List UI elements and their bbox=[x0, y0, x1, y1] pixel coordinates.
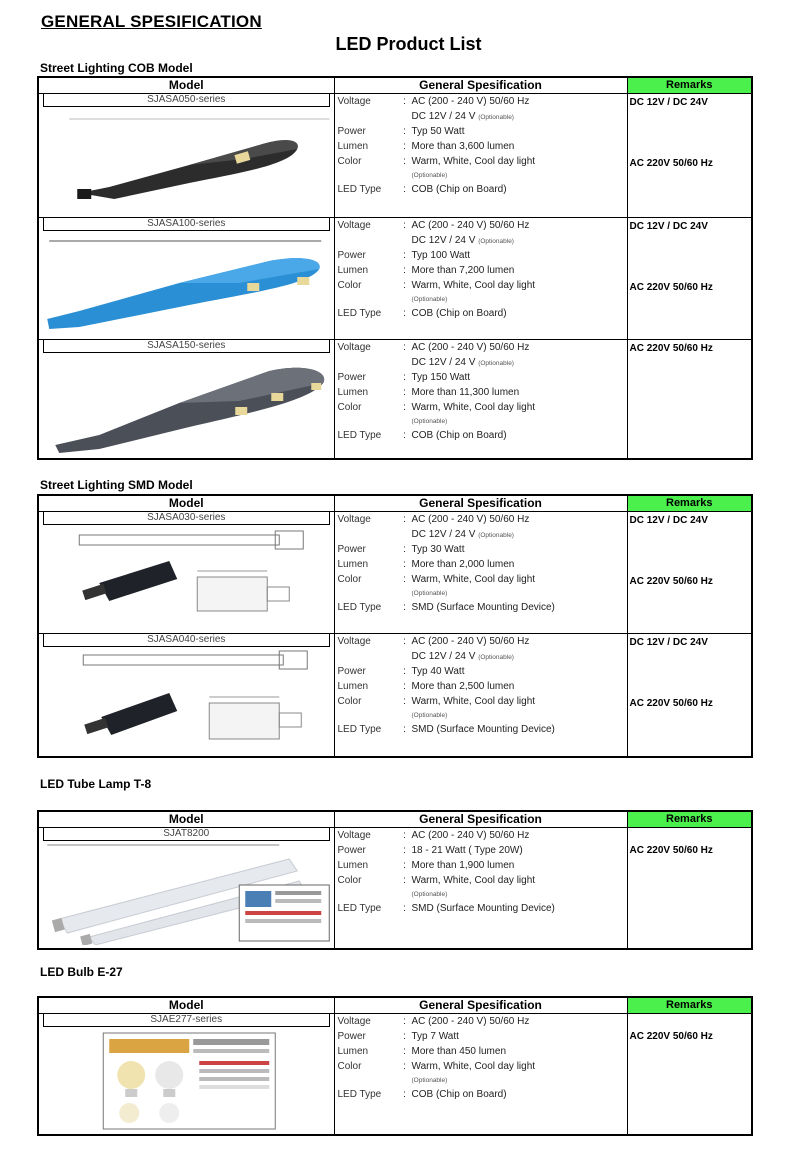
model-cell bbox=[38, 93, 334, 217]
spec-header: General Spesification bbox=[334, 997, 627, 1013]
remark-text: DC 12V / DC 24V bbox=[629, 220, 708, 232]
spec-voltage: AC (200 - 240 V) 50/60 Hz bbox=[411, 95, 530, 107]
spec-note: (Optionable) bbox=[411, 589, 448, 597]
spec-label: Power bbox=[337, 249, 366, 261]
spec-lumen: More than 3,600 lumen bbox=[411, 140, 515, 152]
model-name: SJASA030-series bbox=[43, 512, 330, 525]
model-cell bbox=[38, 1013, 334, 1135]
remark-text: AC 220V 50/60 Hz bbox=[629, 342, 713, 354]
spec-label: Lumen bbox=[337, 140, 369, 152]
spec-label: LED Type bbox=[337, 183, 382, 195]
spec-sep: : bbox=[403, 513, 406, 525]
spec-note: (Optionable) bbox=[411, 1076, 448, 1084]
model-cell bbox=[38, 511, 334, 633]
remark-text: DC 12V / DC 24V bbox=[629, 514, 708, 526]
remarks-header: Remarks bbox=[627, 811, 752, 827]
model-header: Model bbox=[38, 495, 334, 511]
spec-sep: : bbox=[403, 249, 406, 261]
remarks-cell bbox=[627, 633, 752, 757]
spec-cell bbox=[334, 217, 627, 339]
model-header: Model bbox=[38, 997, 334, 1013]
spec-sep: : bbox=[403, 140, 406, 152]
smd-light-image bbox=[39, 647, 334, 753]
smd-light-image bbox=[39, 525, 334, 629]
document-title: GENERAL SPESIFICATION bbox=[41, 12, 262, 31]
table-row bbox=[38, 511, 752, 633]
spec-note: (Optionable) bbox=[478, 113, 514, 121]
spec-power: Typ 100 Watt bbox=[411, 249, 471, 261]
street-light-image bbox=[39, 107, 334, 207]
spec-dc: DC 12V / 24 V bbox=[411, 110, 476, 122]
remark-text: AC 220V 50/60 Hz bbox=[629, 697, 713, 709]
spec-label: LED Type bbox=[337, 902, 382, 914]
spec-voltage: AC (200 - 240 V) 50/60 Hz bbox=[411, 513, 530, 525]
spec-sep: : bbox=[403, 371, 406, 383]
table-row bbox=[38, 339, 752, 459]
spec-sep: : bbox=[403, 401, 406, 413]
spec-sep: : bbox=[403, 264, 406, 276]
model-cell bbox=[38, 827, 334, 949]
spec-sep: : bbox=[403, 341, 406, 353]
spec-label: Voltage bbox=[337, 635, 371, 647]
spec-cell bbox=[334, 1013, 627, 1135]
spec-label: Lumen bbox=[337, 558, 369, 570]
spec-dc: DC 12V / 24 V bbox=[411, 650, 476, 662]
spec-note: (Optionable) bbox=[411, 711, 448, 719]
section-title-bulb: LED Bulb E-27 bbox=[40, 965, 123, 979]
remark-text: AC 220V 50/60 Hz bbox=[629, 844, 713, 856]
model-name: SJASA150-series bbox=[43, 340, 330, 353]
spec-label: Voltage bbox=[337, 829, 371, 841]
spec-sep: : bbox=[403, 601, 406, 613]
spec-label: Power bbox=[337, 1030, 366, 1042]
spec-lumen: More than 1,900 lumen bbox=[411, 859, 515, 871]
spec-lumen: More than 7,200 lumen bbox=[411, 264, 515, 276]
spec-led-type: COB (Chip on Board) bbox=[411, 429, 507, 441]
spec-sep: : bbox=[403, 558, 406, 570]
remarks-header: Remarks bbox=[627, 77, 752, 93]
model-cell bbox=[38, 217, 334, 339]
model-cell bbox=[38, 633, 334, 757]
spec-label: Lumen bbox=[337, 859, 369, 871]
cob-table bbox=[37, 76, 753, 460]
spec-cell bbox=[334, 511, 627, 633]
spec-sep: : bbox=[403, 859, 406, 871]
table-row bbox=[38, 93, 752, 217]
spec-sep: : bbox=[403, 95, 406, 107]
spec-voltage: AC (200 - 240 V) 50/60 Hz bbox=[411, 341, 530, 353]
spec-power: 18 - 21 Watt ( Type 20W) bbox=[411, 844, 523, 856]
spec-note: (Optionable) bbox=[411, 171, 448, 179]
spec-label: Voltage bbox=[337, 513, 371, 525]
spec-color: Warm, White, Cool day light bbox=[411, 874, 536, 886]
spec-label: LED Type bbox=[337, 1088, 382, 1100]
remarks-cell bbox=[627, 93, 752, 217]
remarks-header: Remarks bbox=[627, 997, 752, 1013]
spec-cell bbox=[334, 339, 627, 459]
spec-label: Voltage bbox=[337, 341, 371, 353]
remarks-cell bbox=[627, 827, 752, 949]
spec-label: LED Type bbox=[337, 601, 382, 613]
spec-power: Typ 150 Watt bbox=[411, 371, 471, 383]
table-row bbox=[38, 827, 752, 949]
tube-table bbox=[37, 810, 753, 950]
spec-led-type: COB (Chip on Board) bbox=[411, 183, 507, 195]
spec-label: Color bbox=[337, 155, 362, 167]
spec-header: General Spesification bbox=[334, 495, 627, 511]
spec-color: Warm, White, Cool day light bbox=[411, 401, 536, 413]
model-name: SJAE277-series bbox=[43, 1014, 330, 1027]
table-row bbox=[38, 1013, 752, 1135]
section-title-cob: Street Lighting COB Model bbox=[40, 61, 193, 75]
spec-label: Color bbox=[337, 695, 362, 707]
spec-lumen: More than 11,300 lumen bbox=[411, 386, 520, 398]
tube-lamp-image bbox=[39, 841, 334, 945]
spec-label: Lumen bbox=[337, 386, 369, 398]
spec-color: Warm, White, Cool day light bbox=[411, 279, 536, 291]
spec-led-type: SMD (Surface Mounting Device) bbox=[411, 902, 555, 914]
spec-label: Power bbox=[337, 543, 366, 555]
spec-sep: : bbox=[403, 1088, 406, 1100]
spec-sep: : bbox=[403, 386, 406, 398]
spec-voltage: AC (200 - 240 V) 50/60 Hz bbox=[411, 1015, 530, 1027]
spec-note: (Optionable) bbox=[478, 531, 514, 539]
model-name: SJASA100-series bbox=[43, 218, 330, 231]
table-row bbox=[38, 633, 752, 757]
spec-label: Power bbox=[337, 844, 366, 856]
bulb-image bbox=[39, 1027, 334, 1131]
spec-label: LED Type bbox=[337, 307, 382, 319]
spec-label: Power bbox=[337, 665, 366, 677]
spec-sep: : bbox=[403, 307, 406, 319]
spec-sep: : bbox=[403, 429, 406, 441]
spec-color: Warm, White, Cool day light bbox=[411, 695, 536, 707]
spec-color: Warm, White, Cool day light bbox=[411, 573, 536, 585]
model-name: SJAT8200 bbox=[43, 828, 330, 841]
spec-label: Color bbox=[337, 401, 362, 413]
spec-sep: : bbox=[403, 279, 406, 291]
list-title: LED Product List bbox=[335, 34, 482, 54]
spec-note: (Optionable) bbox=[411, 295, 448, 303]
spec-lumen: More than 450 lumen bbox=[411, 1045, 507, 1057]
spec-cell bbox=[334, 827, 627, 949]
spec-sep: : bbox=[403, 723, 406, 735]
spec-sep: : bbox=[403, 829, 406, 841]
spec-label: Power bbox=[337, 125, 366, 137]
spec-color: Warm, White, Cool day light bbox=[411, 1060, 536, 1072]
spec-sep: : bbox=[403, 543, 406, 555]
spec-note: (Optionable) bbox=[411, 890, 448, 898]
remarks-header: Remarks bbox=[627, 495, 752, 511]
remarks-cell bbox=[627, 217, 752, 339]
bulb-table bbox=[37, 996, 753, 1136]
spec-color: Warm, White, Cool day light bbox=[411, 155, 536, 167]
spec-led-type: COB (Chip on Board) bbox=[411, 1088, 507, 1100]
spec-note: (Optionable) bbox=[478, 237, 514, 245]
spec-sep: : bbox=[403, 573, 406, 585]
spec-sep: : bbox=[403, 695, 406, 707]
model-header: Model bbox=[38, 811, 334, 827]
spec-header: General Spesification bbox=[334, 77, 627, 93]
spec-label: Color bbox=[337, 573, 362, 585]
model-cell bbox=[38, 339, 334, 459]
spec-sep: : bbox=[403, 125, 406, 137]
spec-header: General Spesification bbox=[334, 811, 627, 827]
spec-sep: : bbox=[403, 874, 406, 886]
spec-sep: : bbox=[403, 1045, 406, 1057]
spec-cell bbox=[334, 633, 627, 757]
spec-sep: : bbox=[403, 844, 406, 856]
remark-text: DC 12V / DC 24V bbox=[629, 96, 708, 108]
remarks-cell bbox=[627, 1013, 752, 1135]
spec-led-type: SMD (Surface Mounting Device) bbox=[411, 723, 555, 735]
spec-sep: : bbox=[403, 155, 406, 167]
spec-label: LED Type bbox=[337, 429, 382, 441]
spec-dc: DC 12V / 24 V bbox=[411, 356, 476, 368]
remark-text: AC 220V 50/60 Hz bbox=[629, 575, 713, 587]
spec-sep: : bbox=[403, 902, 406, 914]
spec-dc: DC 12V / 24 V bbox=[411, 234, 476, 246]
spec-note: (Optionable) bbox=[478, 359, 514, 367]
remark-text: DC 12V / DC 24V bbox=[629, 636, 708, 648]
spec-led-type: COB (Chip on Board) bbox=[411, 307, 507, 319]
spec-sep: : bbox=[403, 635, 406, 647]
spec-label: Lumen bbox=[337, 1045, 369, 1057]
spec-power: Typ 30 Watt bbox=[411, 543, 465, 555]
spec-label: Lumen bbox=[337, 680, 369, 692]
spec-note: (Optionable) bbox=[411, 417, 448, 425]
spec-cell bbox=[334, 93, 627, 217]
street-light-image bbox=[39, 353, 334, 455]
remark-text: AC 220V 50/60 Hz bbox=[629, 1030, 713, 1042]
model-name: SJASA040-series bbox=[43, 634, 330, 647]
remark-text: AC 220V 50/60 Hz bbox=[629, 281, 713, 293]
section-title-smd: Street Lighting SMD Model bbox=[40, 478, 193, 492]
spec-label: Voltage bbox=[337, 219, 371, 231]
table-row bbox=[38, 217, 752, 339]
spec-voltage: AC (200 - 240 V) 50/60 Hz bbox=[411, 635, 530, 647]
spec-sep: : bbox=[403, 1060, 406, 1072]
spec-dc: DC 12V / 24 V bbox=[411, 528, 476, 540]
spec-voltage: AC (200 - 240 V) 50/60 Hz bbox=[411, 219, 530, 231]
spec-led-type: SMD (Surface Mounting Device) bbox=[411, 601, 555, 613]
spec-sep: : bbox=[403, 665, 406, 677]
model-header: Model bbox=[38, 77, 334, 93]
spec-power: Typ 50 Watt bbox=[411, 125, 465, 137]
spec-note: (Optionable) bbox=[478, 653, 514, 661]
spec-voltage: AC (200 - 240 V) 50/60 Hz bbox=[411, 829, 530, 841]
spec-lumen: More than 2,500 lumen bbox=[411, 680, 515, 692]
street-light-image bbox=[39, 231, 334, 331]
spec-label: LED Type bbox=[337, 723, 382, 735]
remark-text: AC 220V 50/60 Hz bbox=[629, 157, 713, 169]
section-title-tube: LED Tube Lamp T-8 bbox=[40, 777, 152, 791]
remarks-cell bbox=[627, 339, 752, 459]
spec-label: Voltage bbox=[337, 1015, 371, 1027]
spec-label: Color bbox=[337, 279, 362, 291]
spec-label: Color bbox=[337, 1060, 362, 1072]
spec-power: Typ 40 Watt bbox=[411, 665, 465, 677]
model-name: SJASA050-series bbox=[43, 94, 330, 107]
spec-label: Power bbox=[337, 371, 366, 383]
spec-label: Color bbox=[337, 874, 362, 886]
spec-label: Lumen bbox=[337, 264, 369, 276]
smd-table bbox=[37, 494, 753, 758]
spec-sep: : bbox=[403, 1030, 406, 1042]
spec-sep: : bbox=[403, 680, 406, 692]
spec-lumen: More than 2,000 lumen bbox=[411, 558, 515, 570]
spec-sep: : bbox=[403, 1015, 406, 1027]
spec-sep: : bbox=[403, 219, 406, 231]
spec-sep: : bbox=[403, 183, 406, 195]
spec-label: Voltage bbox=[337, 95, 371, 107]
remarks-cell bbox=[627, 511, 752, 633]
spec-power: Typ 7 Watt bbox=[411, 1030, 459, 1042]
